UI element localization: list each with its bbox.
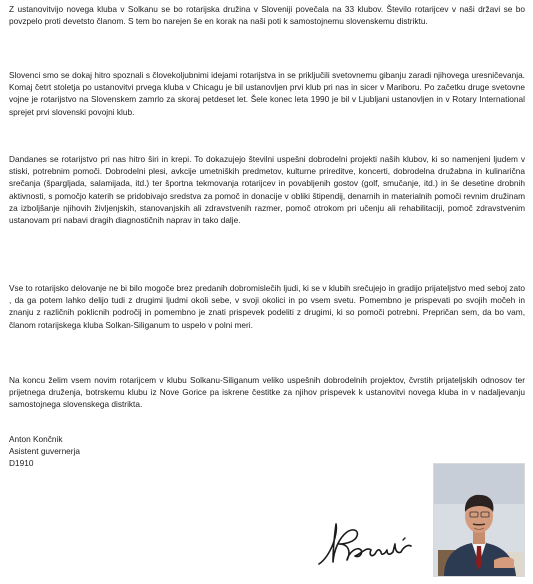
author-role: Asistent guvernerja (9, 446, 81, 457)
author-name: Anton Končnik (9, 434, 63, 444)
paragraph-activities: Dandanes se rotarijstvo pri nas hitro širi in krepi. To dokazujejo številni uspešni dobrodelni projekti naših klubov, ki so namenjeni ljudem v stiski, potrebnim pomoči. Dobrodelni plesi, avkcije umetniških predmetov, kulturne prireditve, koncerti, dobrodelna družabna in kulinarična srečanja (špargljada, salamijada, itd.) ter športna tekmovanja rotarijcev in povabljenih gostov (golf, smučanje, itd.) in še desetine drobnih aktivnosti, s pomočjo katerih se pridobivajo sredstva za pomoč in donacije v obliki štipendij, denarnih in materialnih pomoči revnim družinam za izboljšanje njihovih življenjskih, stanovanjskih ali zdravstvenih razmer, pomoč otrokom pri učenju ali rehabilitaciji, pomoč zdravstvenim ustanovam pri nabavi dragih diagnostičnih naprav in tako dalje. (9, 154, 525, 226)
signature-block (9, 433, 80, 470)
paragraph-people: Vse to rotarijsko delovanje ne bi bilo mogoče brez predanih dobromislečih ljudi, ki se v klubih srečujejo in gradijo prijateljstvo med seboj zato , da ga potem lahko delijo tudi z drugimi ljudmi okoli sebe, v svoji okolici in po vsem svetu. Pomembno je prispevati po svojih močeh in znanju z različnih poklicnih področij in pomembno je znati prispevek podeliti z drugimi, ki so pomoči potrebni. Prepričan sem, da bo vam, članom rotarijskega kluba Solkan-Siliganum to uspelo v polni meri. (9, 283, 525, 330)
author-district: D1910 (9, 458, 34, 469)
handwritten-signature (315, 520, 425, 570)
paragraph-history: Slovenci smo se dokaj hitro spoznali s človekoljubnimi idejami rotarijstva in se priključili svetovnemu gibanju zaradi njihovega uresničevanja. Komaj četrt stoletja po ustanovitvi prvega kluba v Chicagu je bil ustanovljen prvi klub pri nas in sicer v Mariboru. Po začetku druge svetovne vojne je rotarijstvo na Slovenskem zamrlo za skoraj petdeset let. Šele konec leta 1990 je bil v Ljubljani ustanovljen in v Rotary International sprejet prvi slovenski povojni klub. (9, 70, 525, 117)
author-portrait (433, 463, 525, 577)
paragraph-intro: Z ustanovitvijo novega kluba v Solkanu se bo rotarijska družina v Sloveniji povečala na 33 klubov. Število rotarijcev v naši državi se bo povzpelo proti devetsto članom. S tem bo narejen še en korak na naši poti k samostojnemu slovenskemu distriktu. (9, 4, 525, 27)
portrait-image (434, 464, 524, 576)
paragraph-closing: Na koncu želim vsem novim rotarijcem v klubu Solkanu-Siliganum veliko uspešnih dobrodelnih projektov, čvrstih prijateljskih odnosov ter prijetnega druženja, botrskemu klubu iz Nove Gorice pa iskrene čestitke za njihov prispevek k ustanovitvi novega kluba in v nadaljevanju samostojnega slovenskega distrikta. (9, 375, 525, 410)
